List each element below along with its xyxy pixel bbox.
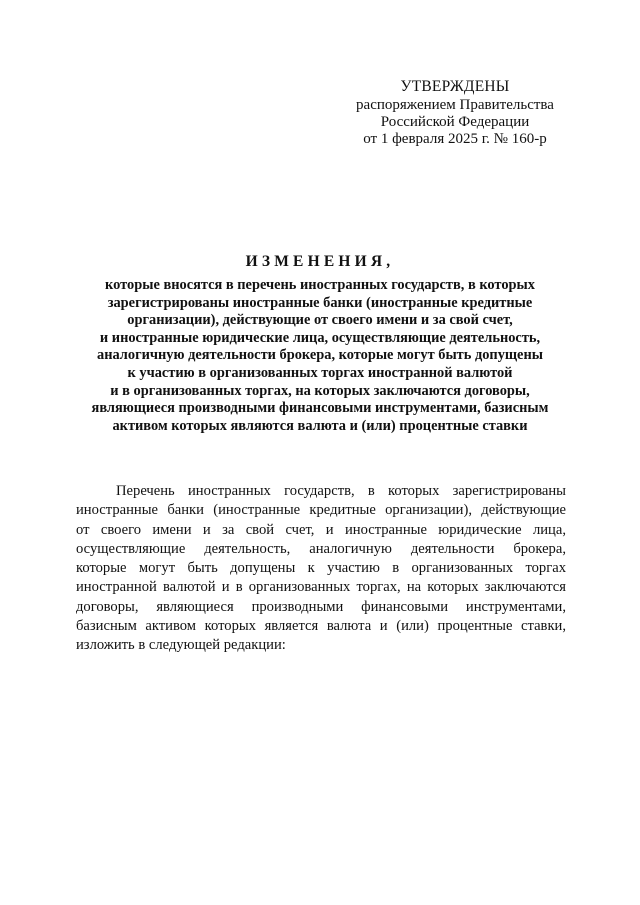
paragraph-line: договоры, являющиеся производными финансовыми инструментами, bbox=[76, 598, 566, 615]
paragraph-line: от своего имени и за свой счет, и иностранные юридические лица, bbox=[76, 521, 566, 538]
approval-line-2: Российской Федерации bbox=[380, 114, 530, 130]
subtitle-line: и в организованных торгах, на которых заключаются договоры, bbox=[110, 382, 530, 399]
subtitle-line: зарегистрированы иностранные банки (иностранные кредитные bbox=[107, 294, 533, 311]
subtitle-line: являющиеся производными финансовыми инструментами, базисным bbox=[91, 400, 549, 417]
paragraph-line: базисным активом которых является валюта и (или) процентные ставки, bbox=[76, 618, 566, 635]
approval-line-3: от 1 февраля 2025 г. № 160-р bbox=[363, 131, 547, 147]
document-heading: ИЗМЕНЕНИЯ, bbox=[245, 253, 395, 270]
approval-stamp bbox=[330, 78, 580, 148]
body-paragraph bbox=[76, 482, 566, 656]
paragraph-line: осуществляющие деятельность, аналогичную деятельности брокера, bbox=[76, 540, 566, 557]
paragraph-line: которые могут быть допущены к участию в организованных торгах bbox=[76, 560, 566, 577]
paragraph-line: Перечень иностранных государств, в которых зарегистрированы bbox=[116, 483, 566, 499]
subtitle-line: которые вносятся в перечень иностранных государств, в которых bbox=[105, 277, 535, 293]
subtitle-line: аналогичную деятельности брокера, которые могут быть допущены bbox=[97, 347, 543, 364]
document-subtitle bbox=[55, 277, 585, 435]
paragraph-line: иностранной валютой и в организованных торгах, на которых заключаются bbox=[76, 579, 566, 596]
subtitle-line: организации), действующие от своего имени и за свой счет, bbox=[127, 312, 513, 329]
subtitle-line: к участию в организованных торгах иностранной валютой bbox=[127, 364, 513, 381]
subtitle-line: и иностранные юридические лица, осуществляющие деятельность, bbox=[99, 329, 541, 346]
approval-line-1: распоряжением Правительства bbox=[356, 97, 554, 113]
paragraph-line: иностранные банки (иностранные кредитные организации), действующие bbox=[76, 502, 566, 519]
subtitle-line: активом которых являются валюта и (или) процентные ставки bbox=[112, 417, 528, 434]
approval-title: УТВЕРЖДЕНЫ bbox=[400, 78, 510, 95]
paragraph-line: изложить в следующей редакции: bbox=[76, 637, 286, 654]
